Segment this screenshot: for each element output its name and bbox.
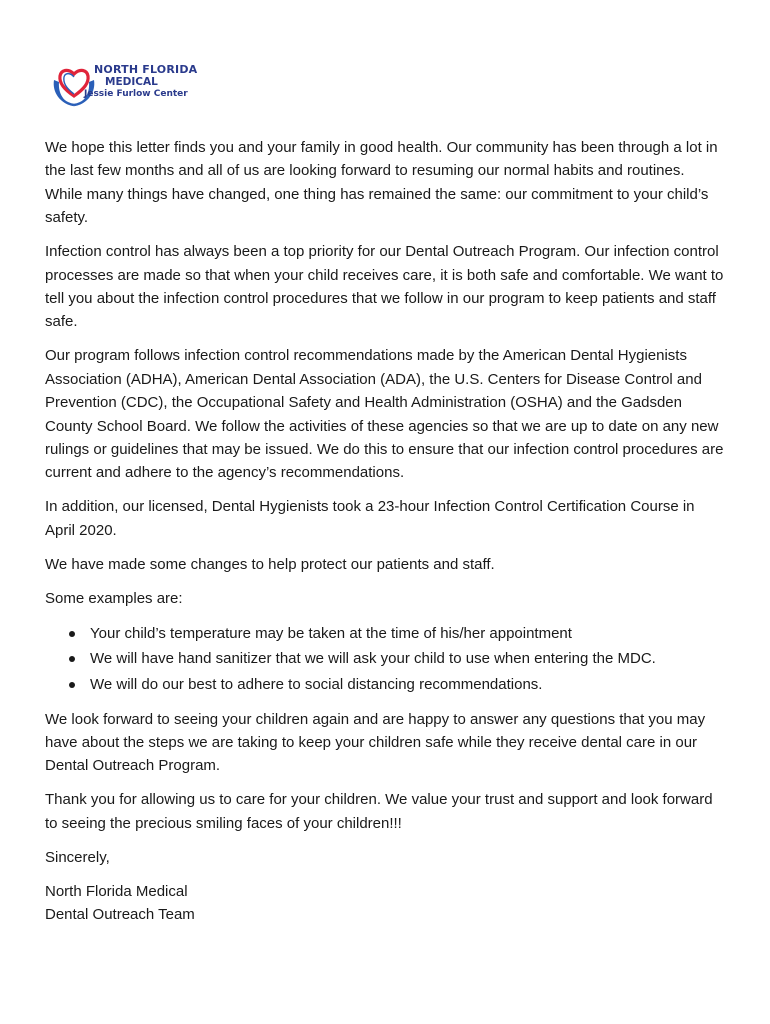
list-item-text: We will have hand sanitizer that we will ask your child to use when entering the MDC.	[90, 650, 656, 668]
list-item-text: We will do our best to adhere to social distancing recommendations.	[90, 676, 543, 694]
bullet-icon	[69, 656, 75, 662]
salutation: Sincerely,	[45, 848, 110, 866]
list-item	[45, 672, 725, 698]
list-item-text: Your child’s temperature may be taken at the time of his/her appointment	[90, 624, 572, 642]
paragraph-intro: We hope this letter finds you and your family in good health. Our community has been through a lot in the last few months and all of us are looking forward to resuming our normal habits and routines. While many things have changed, one thing has remained the same: our commitment to your child’s safety.	[45, 139, 718, 227]
paragraph-infection-control: Infection control has always been a top priority for our Dental Outreach Program. Our infection control processes are made so that when your child receives care, it is both safe and comfortable. We want to tell you about the infection control procedures that we follow in our program to keep patients and staff safe.	[45, 243, 724, 331]
letter-body	[45, 136, 725, 927]
paragraph-changes: We have made some changes to help protect our patients and staff.	[45, 555, 495, 573]
bullet-icon	[69, 682, 75, 688]
paragraph-examples-intro: Some examples are:	[45, 589, 183, 607]
logo-wordmark	[84, 63, 198, 99]
examples-list	[45, 621, 725, 698]
signoff-team: Dental Outreach Team	[45, 906, 195, 924]
signoff-org: North Florida Medical	[45, 882, 188, 900]
list-item	[45, 621, 725, 647]
signature-block	[45, 846, 725, 927]
list-item	[45, 646, 725, 672]
paragraph-certification: In addition, our licensed, Dental Hygienists took a 23-hour Infection Control Certification Course in April 2020.	[45, 498, 695, 539]
heart-hands-icon	[50, 58, 98, 110]
north-florida-medical-logo	[50, 58, 200, 110]
paragraph-recommendations: Our program follows infection control recommendations made by the American Dental Hygienists Association (ADHA), American Dental Association (ADA), the U.S. Centers for Disease Control and Prevention (CDC), the Occupational Safety and Health Administration (OSHA) and the Gadsden County School Board. We follow the activities of these agencies so that we are up to date on any new rulings or guidelines that may be issued. We do this to ensure that our infection control procedures are current and adhere to the agency’s recommendations.	[45, 347, 724, 482]
logo-line-center: Jessie Furlow Center	[84, 88, 188, 99]
paragraph-look-forward: We look forward to seeing your children again and are happy to answer any questions that you may have about the steps we are taking to keep your children safe while they receive dental care in our Dental Outreach Program.	[45, 710, 706, 775]
paragraph-thank-you: Thank you for allowing us to care for your children. We value your trust and support and look forward to seeing the precious smiling faces of your children!!!	[45, 791, 713, 832]
logo-line-north-florida: NORTH FLORIDA	[94, 63, 198, 76]
logo-line-medical: MEDICAL	[105, 76, 158, 88]
bullet-icon	[69, 631, 75, 637]
